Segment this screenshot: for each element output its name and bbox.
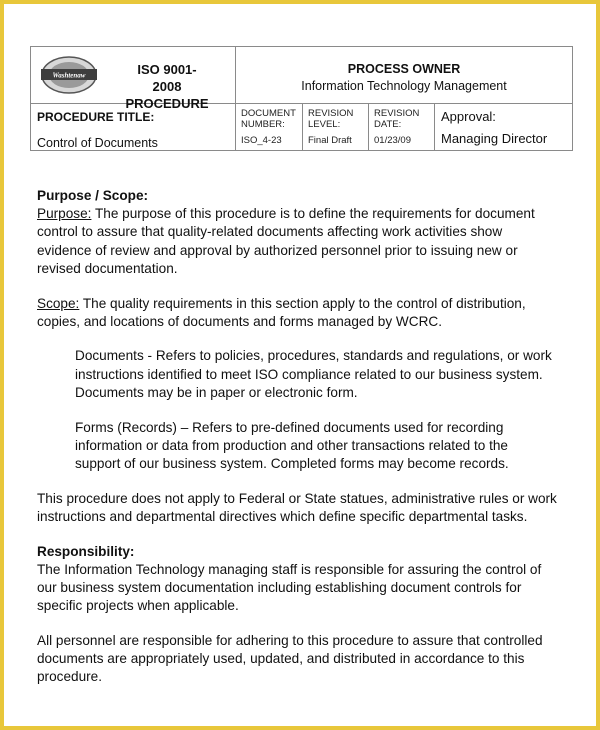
documents-definition: Documents - Refers to policies, procedures, standards and regulations, or work instructions identified to meet ISO compliance related to our business system. Documents may be in paper or electronic form. bbox=[75, 348, 552, 400]
exclusion-paragraph: This procedure does not apply to Federal or State statues, administrative rules or work instructions and departmental directives which define specific departmental tasks. bbox=[37, 490, 557, 524]
revision-date-value: 01/23/09 bbox=[374, 135, 411, 146]
logo-cell bbox=[31, 47, 236, 111]
purpose-label: Purpose: bbox=[37, 206, 92, 222]
doc-standard bbox=[123, 61, 211, 112]
scope-paragraph bbox=[37, 295, 557, 331]
forms-definition: Forms (Records) – Refers to pre-defined documents used for recording information or data from production and other transactions related to the support of our business system. Completed forms may become records. bbox=[75, 419, 509, 471]
scope-label: Scope: bbox=[37, 295, 80, 311]
personnel-paragraph: All personnel are responsible for adhering to this procedure to assure that controlled documents are appropriately used, updated, and distributed in accordance to this procedure. bbox=[37, 632, 543, 685]
purpose-paragraph bbox=[37, 205, 557, 278]
logo-text: Washtenaw bbox=[52, 71, 86, 80]
approval-label: Approval: bbox=[441, 109, 496, 124]
procedure-title-label: PROCEDURE TITLE: bbox=[37, 110, 155, 124]
purpose-scope-heading: Purpose / Scope: bbox=[37, 188, 149, 203]
process-owner-label: PROCESS OWNER bbox=[347, 62, 461, 76]
document-number-value: ISO_4-23 bbox=[241, 135, 282, 146]
revision-date-label: REVISION DATE: bbox=[374, 108, 420, 130]
purpose-text: The purpose of this procedure is to define the requirements for document control to assure that quality-related documents affecting work activities show evidence of review and approval by authorized personnel prior to issuing new or revised documentation. bbox=[37, 206, 535, 276]
document-page bbox=[4, 4, 596, 726]
procedure-title-value: Control of Documents bbox=[37, 136, 158, 150]
doc-type-label: PROCEDURE bbox=[125, 96, 209, 111]
process-owner-value: Information Technology Management bbox=[301, 79, 507, 93]
washtenaw-logo bbox=[39, 55, 99, 95]
scope-text: The quality requirements in this section apply to the control of distribution, copies, and locations of documents and forms managed by WCRC. bbox=[37, 295, 526, 329]
approval-value: Managing Director bbox=[441, 131, 548, 146]
approval-cell bbox=[435, 104, 573, 151]
process-owner-cell bbox=[236, 47, 573, 104]
responsibility-paragraph: The Information Technology managing staff is responsible for assuring the control of our business system documentation including establishing document controls for specific projects when applicable. bbox=[37, 561, 542, 614]
standard-label: ISO 9001-2008 bbox=[137, 62, 197, 94]
revision-level-cell bbox=[303, 104, 369, 151]
responsibility-heading: Responsibility: bbox=[37, 543, 135, 559]
header-table bbox=[30, 46, 573, 151]
document-number-cell bbox=[236, 104, 303, 151]
revision-date-cell bbox=[369, 104, 435, 151]
document-body bbox=[37, 187, 557, 703]
document-number-label: DOCUMENT NUMBER: bbox=[241, 108, 296, 130]
revision-level-label: REVISION LEVEL: bbox=[308, 108, 354, 130]
revision-level-value: Final Draft bbox=[308, 135, 352, 146]
